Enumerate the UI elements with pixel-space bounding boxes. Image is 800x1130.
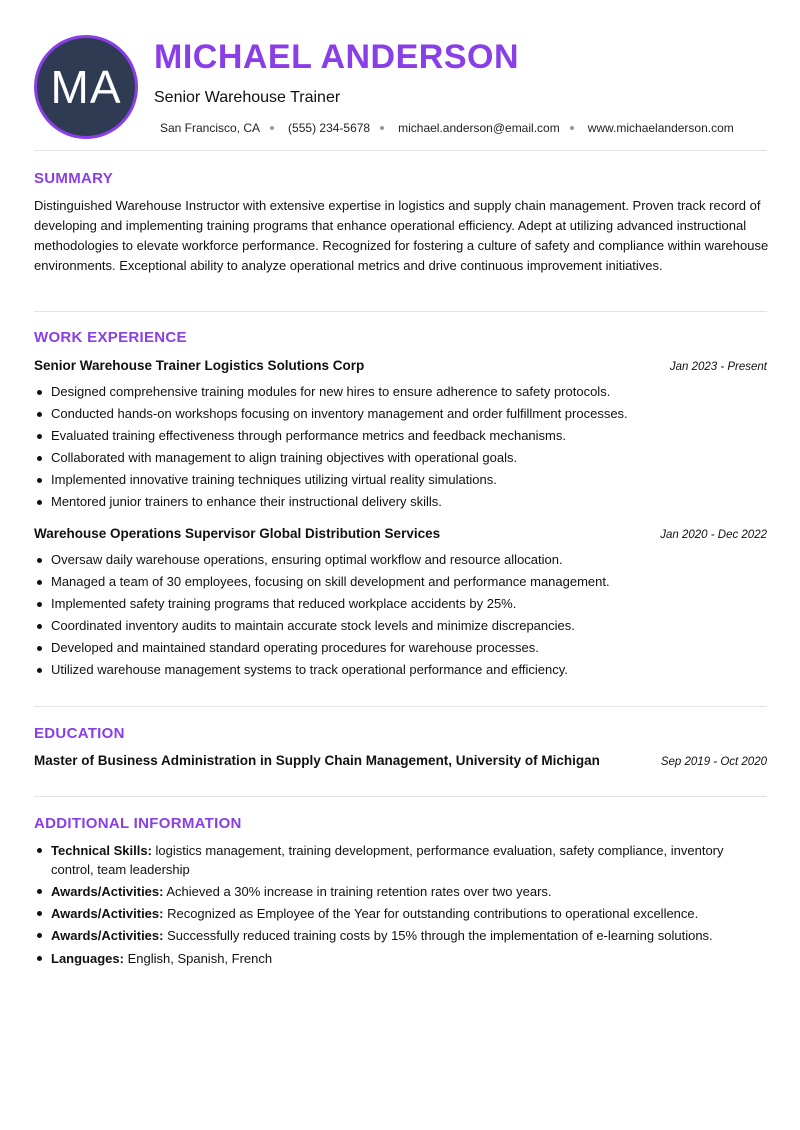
contact-separator	[570, 126, 574, 130]
info-value: logistics management, training development, performance evaluation, safety compliance, inventory control, team leadership	[51, 843, 724, 877]
list-item: Developed and maintained standard operating procedures for warehouse processes.	[34, 637, 769, 659]
section-divider	[34, 150, 767, 151]
contact-separator	[270, 126, 274, 130]
info-key: Awards/Activities:	[51, 906, 164, 921]
candidate-name: MICHAEL ANDERSON	[154, 38, 520, 76]
list-item	[34, 926, 754, 945]
candidate-title: Senior Warehouse Trainer	[154, 89, 341, 106]
job-dates: Jan 2023 - Present	[669, 361, 767, 373]
resume-header	[0, 0, 800, 150]
list-item: Coordinated inventory audits to maintain accurate stock levels and minimize discrepancies.	[34, 615, 769, 637]
job-bullets	[34, 549, 769, 681]
info-value: Successfully reduced training costs by 15% through the implementation of e-learning solutions.	[163, 928, 713, 943]
summary-heading: SUMMARY	[34, 170, 114, 187]
list-item: Implemented safety training programs that reduced workplace accidents by 25%.	[34, 593, 769, 615]
contact-location: San Francisco, CA	[160, 121, 261, 135]
job-header	[34, 526, 767, 541]
education-dates: Sep 2019 - Oct 2020	[660, 756, 767, 768]
section-divider	[34, 796, 767, 797]
education-entry	[34, 753, 767, 768]
list-item: Managed a team of 30 employees, focusing on skill development and performance management.	[34, 571, 769, 593]
job-dates: Jan 2020 - Dec 2022	[660, 529, 767, 541]
info-value: English, Spanish, French	[123, 951, 273, 966]
contact-email: michael.anderson@email.com	[398, 121, 560, 135]
avatar	[34, 35, 138, 139]
section-divider	[34, 311, 767, 312]
additional-info-heading: ADDITIONAL INFORMATION	[34, 815, 242, 832]
info-value: Recognized as Employee of the Year for outstanding contributions to operational excellence.	[163, 906, 699, 921]
info-key: Awards/Activities:	[51, 884, 164, 899]
list-item: Evaluated training effectiveness through performance metrics and feedback mechanisms.	[34, 425, 769, 447]
education-degree: Master of Business Administration in Supply Chain Management, University of Michigan	[34, 753, 600, 768]
list-item: Collaborated with management to align training objectives with operational goals.	[34, 447, 769, 469]
list-item: Designed comprehensive training modules for new hires to ensure adherence to safety protocols.	[34, 381, 769, 403]
job-role: Warehouse Operations Supervisor Global Distribution Services	[34, 526, 441, 541]
summary-text: Distinguished Warehouse Instructor with extensive expertise in logistics and supply chain management. Proven track record of developing and implementing training programs that enhance operational efficiency. Adept at utilizing advanced instructional methodologies to elevate workforce performance. Recognized for fostering a culture of safety and compliance within warehouse environments. Exceptional ability to analyze operational metrics and drive continuous improvement initiatives.	[34, 198, 769, 273]
job-role: Senior Warehouse Trainer Logistics Solutions Corp	[34, 358, 365, 373]
additional-info-list	[34, 841, 754, 971]
work-experience-heading: WORK EXPERIENCE	[34, 329, 187, 346]
list-item: Implemented innovative training techniques utilizing virtual reality simulations.	[34, 469, 769, 491]
info-value: Achieved a 30% increase in training retention rates over two years.	[163, 884, 552, 899]
section-divider	[34, 706, 767, 707]
list-item: Mentored junior trainers to enhance their instructional delivery skills.	[34, 491, 769, 513]
contact-phone: (555) 234-5678	[288, 121, 371, 135]
job-bullets	[34, 381, 769, 513]
list-item	[34, 882, 754, 901]
list-item: Conducted hands-on workshops focusing on inventory management and order fulfillment processes.	[34, 403, 769, 425]
list-item	[34, 904, 754, 923]
education-heading: EDUCATION	[34, 725, 125, 742]
job-header	[34, 358, 767, 373]
contact-separator	[380, 126, 384, 130]
avatar-initials: MA	[50, 61, 122, 113]
list-item: Oversaw daily warehouse operations, ensuring optimal workflow and resource allocation.	[34, 549, 769, 571]
info-key: Languages:	[51, 951, 124, 966]
list-item	[34, 949, 754, 968]
contact-bar	[160, 121, 734, 135]
list-item: Utilized warehouse management systems to track operational performance and efficiency.	[34, 659, 769, 681]
info-key: Technical Skills:	[51, 843, 152, 858]
list-item	[34, 841, 754, 879]
info-key: Awards/Activities:	[51, 928, 164, 943]
contact-website: www.michaelanderson.com	[587, 121, 734, 135]
